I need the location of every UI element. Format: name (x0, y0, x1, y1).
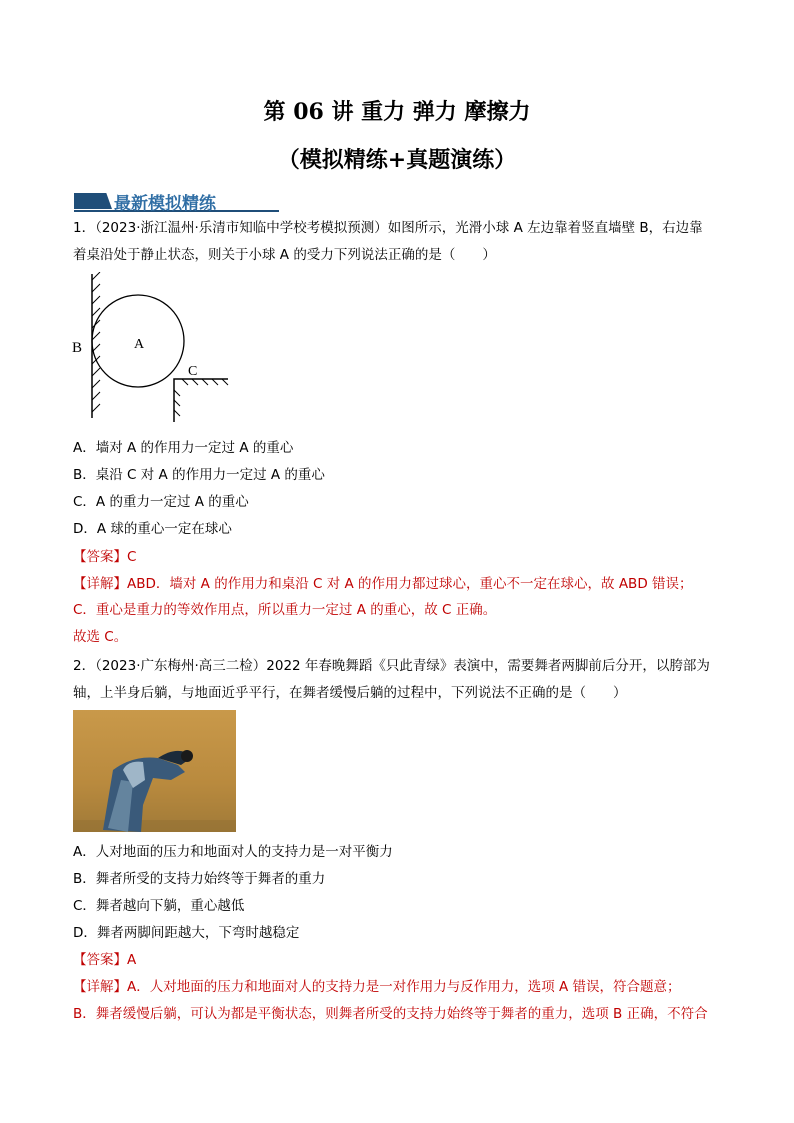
q2-option-a: A．人对地面的压力和地面对人的支持力是一对平衡力 (73, 844, 393, 860)
dancer-photo (73, 710, 236, 832)
fig-label-a: A (134, 337, 145, 352)
q1-stem-line2: 着桌沿处于静止状态，则关于小球 A 的受力下列说法正确的是（ ） (73, 247, 496, 263)
q2-detail-line2: B．舞者缓慢后躺，可认为都是平衡状态，则舞者所受的支持力始终等于舞者的重力，选项 B 正确，不符合 (73, 1006, 708, 1022)
q2-option-d: D．舞者两脚间距越大，下弯时越稳定 (73, 925, 300, 941)
q2-option-c: C．舞者越向下躺，重心越低 (73, 898, 245, 914)
q2-detail-text1: A．人对地面的压力和地面对人的支持力是一对作用力与反作用力，选项 A 错误，符合题意； (127, 979, 681, 995)
q2-stem-line1: 2．（2023·广东梅州·高三二检）2022 年春晚舞蹈《只此青绿》表演中，需要舞者两脚前后分开，以胯部为 (73, 658, 710, 674)
q1-answer (73, 547, 136, 567)
q2-answer (73, 950, 136, 970)
q1-detail-label: 【详解】 (73, 576, 127, 592)
q1-detail-line1 (73, 574, 693, 594)
q1-option-a: A．墙对 A 的作用力一定过 A 的重心 (73, 440, 294, 456)
q2-detail-label: 【详解】 (73, 979, 127, 995)
dancer-illustration (73, 710, 236, 832)
page-subtitle: （模拟精练+真题演练） (277, 147, 517, 173)
q1-figure (70, 272, 240, 424)
banner-bar (74, 193, 112, 209)
table-edge (174, 379, 228, 422)
q1-conclusion: 故选 C。 (73, 629, 128, 645)
q1-answer-value: C (127, 549, 137, 565)
q1-detail-text1: ABD．墙对 A 的作用力和桌沿 C 对 A 的作用力都过球心，重心不一定在球心，故 ABD 错误； (127, 576, 693, 592)
page-title: 第 06 讲 重力 弹力 摩擦力 (263, 99, 531, 125)
section-banner (74, 191, 284, 213)
fig-label-b: B (72, 340, 83, 356)
q1-option-d: D．A 球的重心一定在球心 (73, 521, 232, 537)
q1-answer-label: 【答案】 (73, 549, 127, 565)
q2-detail-line1 (73, 977, 681, 997)
q2-option-b: B．舞者所受的支持力始终等于舞者的重力 (73, 871, 326, 887)
q1-stem-line1: 1．（2023·浙江温州·乐清市知临中学校考模拟预测）如图所示，光滑小球 A 左边靠着竖直墙壁 B，右边靠 (73, 220, 703, 236)
wall-hatching (92, 272, 100, 412)
q2-answer-label: 【答案】 (73, 952, 127, 968)
q2-answer-value: A (127, 952, 137, 968)
section-label: 最新模拟精练 (114, 194, 216, 214)
fig-label-c: C (188, 364, 198, 379)
table-hatching (174, 379, 228, 416)
q1-detail-line2: C．重心是重力的等效作用点，所以重力一定过 A 的重心，故 C 正确。 (73, 602, 497, 618)
q1-option-b: B．桌沿 C 对 A 的作用力一定过 A 的重心 (73, 467, 325, 483)
q2-stem-line2: 轴，上半身后躺，与地面近乎平行，在舞者缓慢后躺的过程中，下列说法不正确的是（ ） (73, 685, 627, 701)
q1-option-c: C．A 的重力一定过 A 的重心 (73, 494, 249, 510)
